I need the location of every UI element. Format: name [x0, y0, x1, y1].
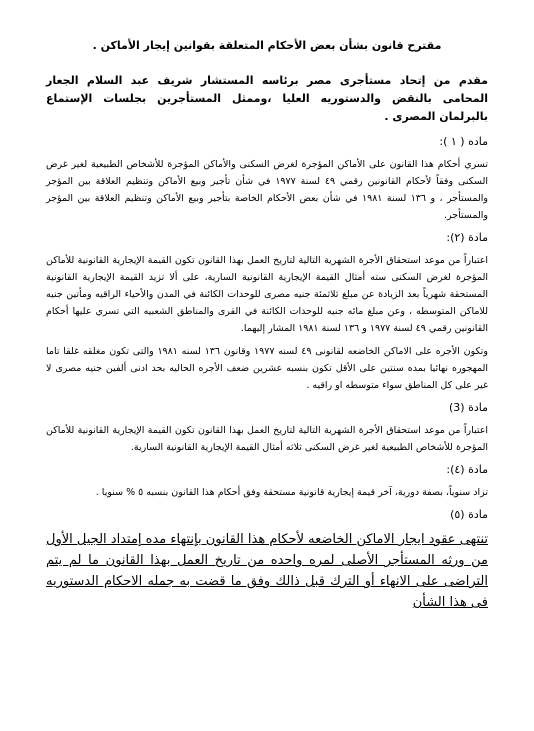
article-2 — [46, 230, 488, 394]
article-heading: ماده ( ١ ): — [439, 135, 488, 148]
article-heading: مادة (3) — [449, 401, 488, 414]
article-heading: مادة (٤): — [446, 463, 488, 476]
article-paragraph: اعتباراً من موعد استحقاق الأجرة الشهرية التالية لتاريخ العمل بهذا القانون تكون القيمة الإيجارية القانونية للأماكن المؤجرة للأشخاص الطبيعية لغير غرض السكنى ثلاثه أمثال القيمة الإيجارية القانونية السارية. — [46, 425, 488, 453]
document-intro: مقدم من إتحاد مستأجرى مصر برئاسه المستشار شريف عبد السلام الجعار المحامى بالنقض والدستوريه العليا ،وممثل المستأجرين بجلسات الإستماع بالبرلمان المصرى . — [46, 74, 488, 123]
article-paragraph: وتكون الأجره على الاماكن الخاضعه لقانونى ٤٩ لسنه ١٩٧٧ وقانون ١٣٦ لسنه ١٩٨١ والتى تكون مغلقه غلقا تاما المهجوره نهائيا بمده سنتين على الأقل تكون بنسبه عشرين ضعف الأجره الحاليه بحد ادنى ألفين جنيه مصرى لا غير على كل المناطق سواء متوسطه او راقيه . — [46, 346, 488, 391]
article-4 — [46, 462, 488, 501]
article-paragraph: اعتباراً من موعد استحقاق الأجرة الشهرية التالية لتاريخ العمل بهذا القانون تكون القيمة الإيجارية القانونية للأماكن المؤجرة لغرض السكنى سته أمثال القيمة الإيجارية القانونية السارية، على ألا تزيد القيمة الإيجارية القانونية المستحقة شهرياً بعد الزيادة عن مبلغ ثلاثمئة جنيه مصرى للوحدات الكائنة في المدن والأحياء الراقيه ومأتين جنيه للاماكن المتوسطه ، وعن مبلغ مائه جنيه للوحدات الكائنة في القرى والمناطق الشعبيه التي تسري عليها أحكام القانونين رقمي ٤٩ لسنة ١٩٧٧ و ١٣٦ لسنة ١٩٨١ المشار إليهما. — [46, 255, 488, 334]
article-paragraph: تسري أحكام هذا القانون على الأماكن المؤجرة لغرض السكنى والأماكن المؤجرة للأشخاص الطبيعية لغير غرض السكنى وفقاً لأحكام القانونين رقمي ٤٩ لسنة ١٩٧٧ في شأن تأجير وبيع الأماكن وتنظيم العلاقة بين المؤجر والمستأجر ، و ١٣٦ لسنة ١٩٨١ في شأن بعض الأحكام الخاصة بتأجير وبيع الأماكن وتنظيم العلاقة بين المؤجر والمستأجر. — [46, 159, 489, 221]
document-title: مقترح قانون بشأن بعض الأحكام المتعلقة بقوانين إيجار الأماكن . — [92, 39, 442, 52]
article-3 — [46, 400, 488, 456]
article-paragraph: تزاد سنوياً، بصفة دورية، آخر قيمة إيجارية قانونية مستحقة وفق أحكام هذا القانون بنسبه ٥ % سنويا . — [95, 487, 488, 498]
article-heading: مادة (٢): — [446, 231, 488, 244]
article-5 — [46, 507, 488, 613]
article-heading: مادة (٥) — [450, 508, 488, 521]
article-paragraph-underlined: تنتهى عقود ايجار الاماكن الخاضعه لأحكام هذا القانون بإنتهاء مده إمتداد الجيل الأول من ورثه المستأجر الأصلى لمره واحده من تاريخ العمل بهذا القانون ما لم يتم التراضى على الانهاء أو الترك قبل ذالك وفق ما قضت به جمله الاحكام الدستوريه فى هذا الشأن — [46, 532, 488, 610]
article-1 — [46, 134, 488, 224]
